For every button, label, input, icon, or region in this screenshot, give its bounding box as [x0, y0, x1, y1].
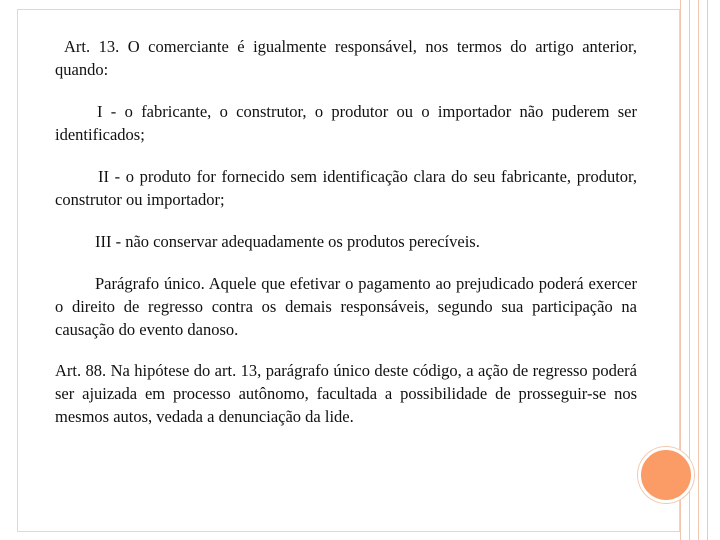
document-body — [55, 35, 637, 428]
decorative-circle — [638, 447, 694, 503]
paragraph-art-88: Art. 88. Na hipótese do art. 13, parágrafo único deste código, a ação de regresso poderá ser ajuizada em processo autônomo, facultada a possibilidade de prosseguir-se nos mesmos autos, vedada a denunciação da lide. — [55, 361, 637, 426]
decorative-rule — [698, 0, 699, 540]
paragraph-art-13: Art. 13. O comerciante é igualmente responsável, nos termos do artigo anterior, quando: — [55, 37, 637, 79]
paragraph-paragrafo-unico: Parágrafo único. Aquele que efetivar o pagamento ao prejudicado poderá exercer o direito de regresso contra os demais responsáveis, segundo sua participação na causação do evento danoso. — [55, 274, 637, 339]
paragraph-inciso-iii: III - não conservar adequadamente os produtos perecíveis. — [95, 232, 480, 251]
paragraph-inciso-i: I - o fabricante, o construtor, o produtor ou o importador não puderem ser identificados; — [55, 102, 637, 144]
paragraph-inciso-ii: II - o produto for fornecido sem identificação clara do seu fabricante, produtor, construtor ou importador; — [55, 167, 637, 209]
decorative-rule — [707, 0, 708, 540]
